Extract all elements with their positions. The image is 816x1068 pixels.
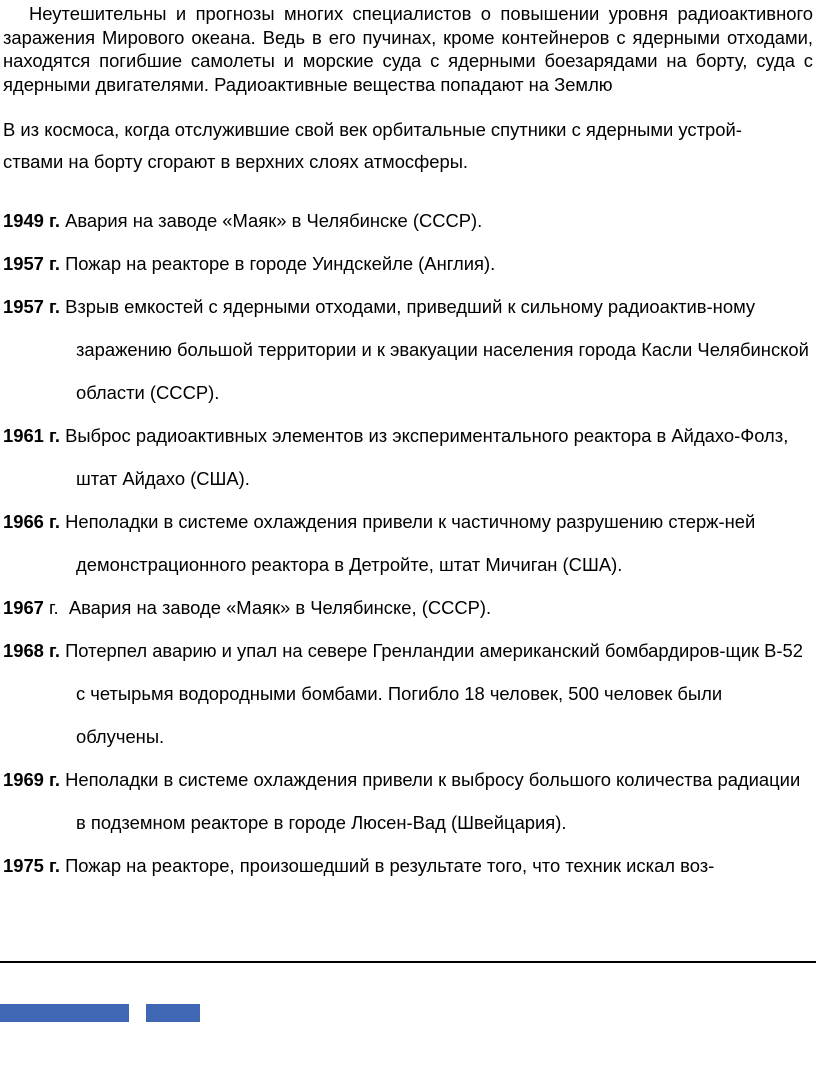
event-year-suffix: г. — [43, 597, 59, 618]
event-year: 1957 г. — [3, 253, 60, 274]
event-text: Авария на заводе «Маяк» в Челябинске (СССР). — [59, 210, 483, 231]
event-year: 1967 — [3, 597, 44, 618]
event-text: Авария на заводе «Маяк» в Челябинске, (СССР). — [58, 597, 492, 618]
footer-bar-small — [146, 1004, 200, 1022]
space-paragraph: В из космоса, когда отслужившие свой век орбитальные спутники с ядерными устрой-ствами на борту сгорают в верхних слоях атмосферы. — [3, 119, 742, 172]
event-text: Неполадки в системе охлаждения привели к выбросу большого количества радиации в подземном реакторе в городе Люсен-Вад (Швейцария). — [59, 769, 801, 833]
list-item — [3, 586, 815, 629]
event-text: Пожар на реакторе, произошедший в результате того, что техник искал воз- — [59, 855, 715, 876]
list-item — [3, 242, 815, 285]
intro-paragraph: Неутешительны и прогнозы многих специалистов о повышении уровня радиоактивного заражения Мирового океана. Ведь в его пучинах, кроме контейнеров с ядерными отходами, находятся погибшие самолеты и морские суда с ядерными боезарядами на борту, суда с ядерными двигателями. Радиоактивные вещества попадают на Землю — [3, 3, 813, 95]
event-year: 1957 г. — [3, 296, 60, 317]
accident-list — [3, 199, 815, 887]
event-text: Пожар на реакторе в городе Уиндскейле (Англия). — [59, 253, 496, 274]
list-item — [3, 285, 815, 414]
footer-bar — [0, 1004, 129, 1022]
list-item — [3, 500, 815, 586]
event-year: 1966 г. — [3, 511, 60, 532]
event-year: 1969 г. — [3, 769, 60, 790]
event-text: Потерпел аварию и упал на севере Гренландии американский бомбардиров-щик В-52 с четырьмя водородными бомбами. Погибло 18 человек, 500 человек были облучены. — [59, 640, 803, 747]
list-item — [3, 414, 815, 500]
event-text: Взрыв емкостей с ядерными отходами, приведший к сильному радиоактив-ному заражению большой территории и к эвакуации населения города Касли Челябинской области (СССР). — [59, 296, 809, 403]
footer-divider — [0, 961, 816, 963]
list-item — [3, 629, 815, 758]
event-text: Неполадки в системе охлаждения привели к частичному разрушению стерж-ней демонстрационного реактора в Детройте, штат Мичиган (США). — [59, 511, 756, 575]
event-year: 1961 г. — [3, 425, 60, 446]
list-item — [3, 844, 815, 887]
event-year: 1968 г. — [3, 640, 60, 661]
list-item — [3, 199, 815, 242]
event-year: 1975 г. — [3, 855, 60, 876]
event-text: Выброс радиоактивных элементов из экспериментального реактора в Айдахо-Фолз, штат Айдахо (США). — [59, 425, 789, 489]
list-item — [3, 758, 815, 844]
event-year: 1949 г. — [3, 210, 60, 231]
